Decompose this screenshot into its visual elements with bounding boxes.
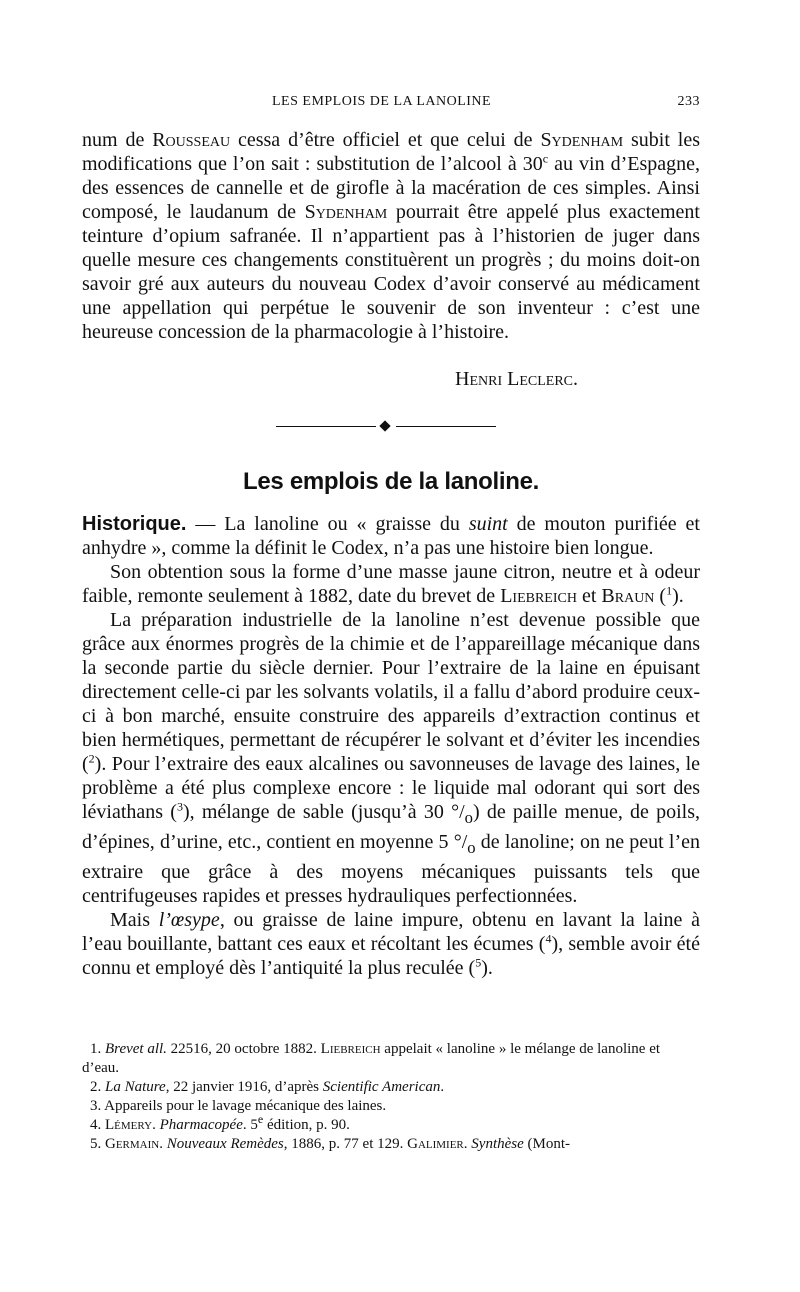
footnote-ref: 2 xyxy=(88,751,95,766)
signature: Henri Leclerc. xyxy=(455,368,578,390)
footnote-4: 4. Lémery. Pharmacopée. 5e édition, p. 90. xyxy=(90,1112,350,1133)
paragraph-historique: Historique. — La lanoline ou « graisse du suint de mouton purifiée et anhydre », comme la définit le Codex, n’a pas une histoire bien longue. xyxy=(82,513,700,559)
article-body xyxy=(82,512,700,980)
degree-mark: c xyxy=(542,151,549,166)
section-divider xyxy=(276,420,496,434)
footnote-ref: 1 xyxy=(666,583,673,598)
paragraph-preparation: La préparation industrielle de la lanoline n’est devenue possible que grâce aux énormes progrès de la chimie et de l’appareillage mécanique dans la seconde partie du siècle dernier. Pour l’extraire de la laine en épuisant directement celle-ci par les solvants volatils, il a fallu d’abord produire ceux-ci à bon marché, ensuite construire des appareils d’extraction continus et bien hermétiques, permettant de récupérer le solvant et d’éviter les incendies ($^2$). Pour l’extraire des eaux alcalines ou savonneuses de lavage des laines, le problème a été plus complexe encore : le liquide mal odorant qui sort des léviathans ($^3$), mélange de sable (jusqu’à 30 $^\circ/_o$) de paille menue, de poils, d’épines, d’urine, etc., contient en moyenne 5 $^\circ/_o$ de lanoline; on ne peut l’en extraire que grâce à des moyens mécaniques puissants tels que centrifugeuses rapides et presses hydrauliques perfectionnées. xyxy=(82,609,701,907)
article-title: Les emplois de la lanoline. xyxy=(243,468,539,495)
footnotes xyxy=(82,1040,700,1154)
divider-rule-right xyxy=(396,426,496,427)
footnote-ref: 5 xyxy=(475,955,482,970)
author-name: Rousseau xyxy=(152,129,231,151)
author-name: Sydenham xyxy=(540,129,624,151)
footnote-1: 1. Brevet all. 22516, 20 octobre 1882. Liebreich appelait « lanoline » le mélange de lanoline et d’eau. xyxy=(82,1041,661,1076)
previous-article-paragraph: num de Rousseau cessa d’être officiel et que celui de Sydenham subit les modifications que l’on sait : substitution de l’alcool à 30$^c$ au vin d’Espagne, des essences de cannelle et de girofle à la macération de ces simples. Ainsi composé, le laudanum de Sydenham pourrait être appelé plus exactement teinture d’opium safranée. Il n’appartient pas à l’historien de juger dans quelle mesure ces changements constituèrent un progrès ; du moins doit-on savoir gré aux auteurs du nouveau Codex d’avoir conservé au médicament une appellation qui perpétue le souvenir de son inventeur : c’est une heureuse concession de la pharmacologie à l’histoire. xyxy=(82,129,701,343)
footnote-2: 2. La Nature, 22 janvier 1916, d’après Scientific American. xyxy=(90,1079,445,1095)
divider-rule-left xyxy=(276,426,376,427)
author-name: Braun xyxy=(601,585,655,607)
footnote-3: 3. Appareils pour le lavage mécanique des laines. xyxy=(90,1098,387,1114)
previous-article-text xyxy=(82,128,700,344)
footnote-ref: 3 xyxy=(176,799,183,814)
paragraph-obtention: Son obtention sous la forme d’une masse jaune citron, neutre et à odeur faible, remonte seulement à 1882, date du brevet de Liebreich et Braun ($^1$). xyxy=(82,561,700,607)
page-number: 233 xyxy=(677,94,700,109)
run-in-heading: Historique. xyxy=(82,513,187,535)
author-name: Sydenham xyxy=(304,201,388,223)
diamond-ornament-icon xyxy=(379,420,390,431)
footnote-ref: 4 xyxy=(545,931,552,946)
footnote-5: 5. Germain. Nouveaux Remèdes, 1886, p. 77 et 129. Galimier. Synthèse (Mont- xyxy=(90,1136,571,1152)
author-name: Liebreich xyxy=(500,585,577,607)
running-head-title: LES EMPLOIS DE LA LANOLINE xyxy=(272,94,492,109)
paragraph-oesype: Mais l’œsype, ou graisse de laine impure, obtenu en lavant la laine à l’eau bouillante, battant ces eaux et récoltant les écumes ($^4$), semble avoir été connu et employé dès l’antiquité la plus reculée ($^5$). xyxy=(82,909,700,979)
